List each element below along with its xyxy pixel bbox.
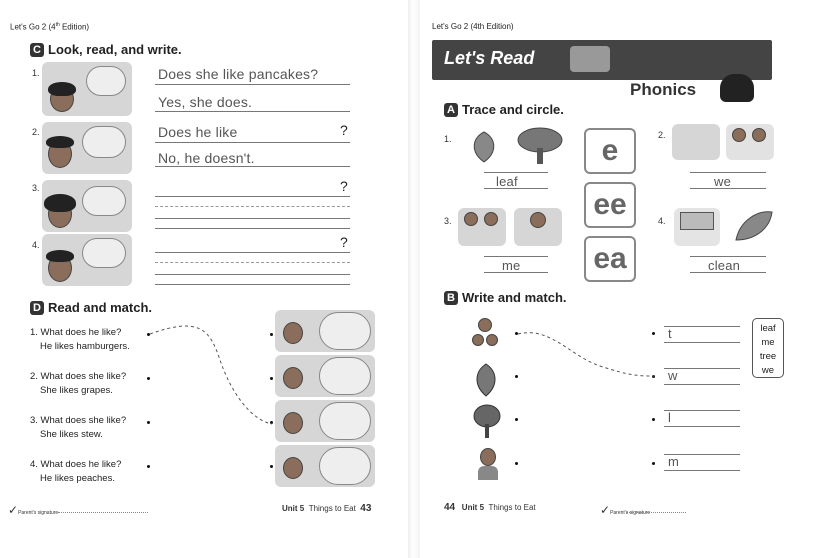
we-picture-a [672, 124, 720, 160]
section-a-badge: A [444, 103, 458, 117]
match-picture-1 [275, 310, 375, 352]
leaf-picture [462, 128, 506, 166]
item-c1-picture [42, 62, 132, 116]
cat-icon [570, 46, 610, 72]
left-signature: ✓Parent's signature [8, 503, 59, 517]
we-picture-b [726, 124, 774, 160]
match-dot-left[interactable] [515, 418, 518, 421]
cat-icon [720, 74, 754, 102]
section-d-badge: D [30, 301, 44, 315]
right-footer: 44 Unit 5 Things to Eat [444, 502, 536, 513]
section-c-title: C Look, read, and write. [30, 42, 182, 57]
section-d-title: D Read and match. [30, 300, 152, 315]
lets-read-title: Let's Read [444, 48, 535, 68]
match-dot-right[interactable] [270, 465, 273, 468]
match-picture-2 [275, 355, 375, 397]
leaf-picture-3 [472, 362, 500, 398]
item-c2-picture [42, 122, 132, 174]
match-dot-right[interactable] [652, 462, 655, 465]
item-c2-number: 2. [32, 127, 40, 137]
item-c1-line2: Yes, she does. [158, 94, 253, 110]
item-c2-line2: No, he doesn't. [158, 150, 255, 166]
letter-box-e[interactable]: e [584, 128, 636, 174]
page-gutter [408, 0, 420, 558]
letter-box-ee[interactable]: ee [584, 182, 636, 228]
we-picture [474, 446, 502, 482]
example-match-line [140, 320, 280, 430]
tree-picture [514, 126, 566, 166]
left-footer: Unit 5 Things to Eat 43 [282, 503, 372, 514]
left-header: Let's Go 2 (4th Edition) [10, 22, 90, 32]
leaf-picture-2 [730, 206, 776, 246]
word-bank: leaf me tree we [752, 318, 784, 378]
item-c2-line1: Does he like [158, 124, 238, 140]
item-c4-number: 4. [32, 240, 40, 250]
trace-word-3: me [502, 258, 521, 273]
item-c1-line1: Does she like pancakes? [158, 66, 319, 82]
section-c-badge: C [30, 43, 44, 57]
me-picture-b [514, 208, 562, 246]
write-letter-1: t [668, 326, 672, 341]
item-c3-number: 3. [32, 183, 40, 193]
section-a-title: A Trace and circle. [444, 102, 564, 117]
match-dot-right[interactable] [652, 418, 655, 421]
item-c1-number: 1. [32, 68, 40, 78]
match-picture-3 [275, 400, 375, 442]
me-picture [470, 318, 500, 356]
section-b-title: B Write and match. [444, 290, 567, 305]
match-d2: 2. What does she like? She likes grapes. [30, 371, 127, 396]
match-d4: 4. What does he like? He likes peaches. [30, 459, 122, 484]
right-header: Let's Go 2 (4th Edition) [432, 22, 514, 31]
match-d3: 3. What does she like? She likes stew. [30, 415, 127, 440]
item-c3-picture [42, 180, 132, 232]
write-letter-4: m [668, 454, 680, 469]
write-letter-2: w [668, 368, 678, 383]
trace-word-1: leaf [496, 174, 518, 189]
example-match-line-b [510, 326, 660, 382]
trace-word-2: we [714, 174, 732, 189]
right-signature: ✓Parent's signature [600, 503, 651, 517]
me-picture-a [458, 208, 506, 246]
letter-box-ea[interactable]: ea [584, 236, 636, 282]
write-letter-3: l [668, 410, 672, 425]
match-dot-left[interactable] [515, 462, 518, 465]
phonics-title: Phonics [630, 80, 697, 99]
match-picture-4 [275, 445, 375, 487]
item-c4-picture [42, 234, 132, 286]
match-d1: 1. What does he like? He likes hamburgers. [30, 327, 130, 352]
match-dot-left[interactable] [147, 465, 150, 468]
trace-word-4: clean [708, 258, 741, 273]
tree-picture-2 [472, 404, 502, 440]
section-b-badge: B [444, 291, 458, 305]
clean-picture [674, 208, 720, 246]
